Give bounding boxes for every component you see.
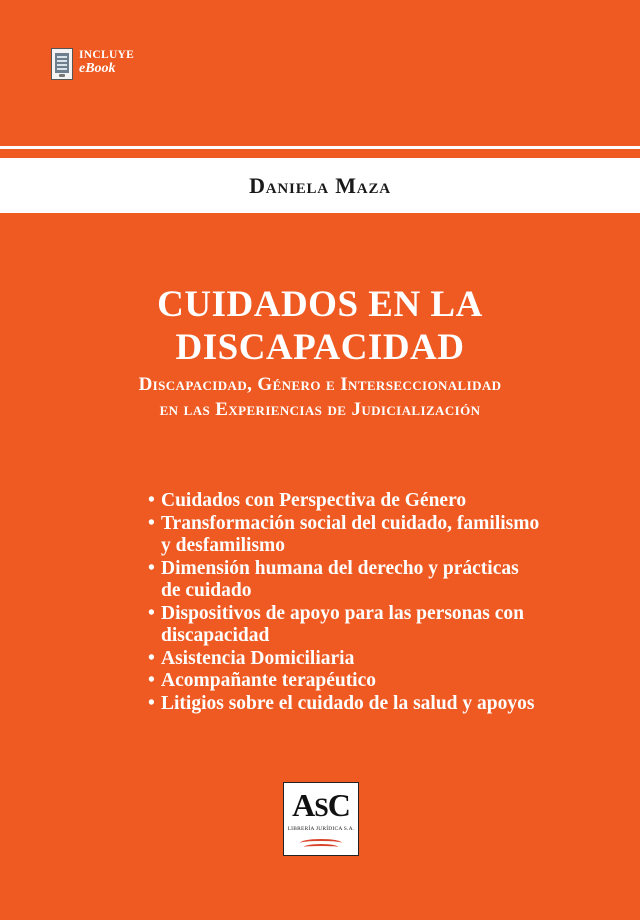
ebook-badge [51, 48, 134, 80]
badge-line-2: eBook [79, 61, 116, 76]
topic-text: Asistencia Domiciliaria [161, 647, 355, 669]
topic-item [148, 693, 588, 716]
topic-item [148, 513, 588, 558]
topic-text: Litigios sobre el cuidado de la salud y apoyos [161, 692, 535, 714]
title-line-1: CUIDADOS EN LA [157, 284, 483, 325]
topic-text-continued: y desfamilismo [161, 535, 286, 556]
topic-item [148, 603, 588, 648]
author-band [0, 158, 640, 213]
topic-item [148, 558, 588, 603]
book-subtitle [0, 372, 640, 422]
topic-text: Acompañante terapéutico [161, 670, 377, 691]
top-divider [0, 146, 640, 149]
topic-item [148, 648, 588, 671]
topic-item [148, 490, 588, 513]
author-name: Daniela Maza [249, 172, 391, 198]
topic-list [148, 490, 588, 715]
topic-item [148, 670, 588, 693]
book-title [0, 283, 640, 369]
subtitle-line-1: Discapacidad, Género e Interseccionalidad [138, 374, 502, 395]
topic-text-continued: de cuidado [161, 580, 252, 601]
publisher-logo [283, 782, 359, 856]
topic-text: Dimensión humana del derecho y prácticas [161, 557, 519, 579]
ebook-badge-text [79, 48, 134, 76]
publisher-name: LIBRERÍA JURÍDICA S.A. [287, 826, 355, 832]
open-book-icon [296, 837, 346, 849]
topic-text: Transformación social del cuidado, familismo [161, 512, 540, 534]
topic-text-continued: discapacidad [161, 625, 270, 646]
title-line-2: DISCAPACIDAD [175, 327, 465, 368]
subtitle-line-2: en las Experiencias de Judicialización [159, 399, 481, 420]
publisher-mark: ASC [292, 787, 350, 823]
badge-line-1: INCLUYE [79, 49, 135, 61]
topic-text: Dispositivos de apoyo para las personas con [161, 602, 524, 624]
topic-text: Cuidados con Perspectiva de Género [161, 490, 467, 511]
ebook-reader-icon [51, 48, 73, 80]
